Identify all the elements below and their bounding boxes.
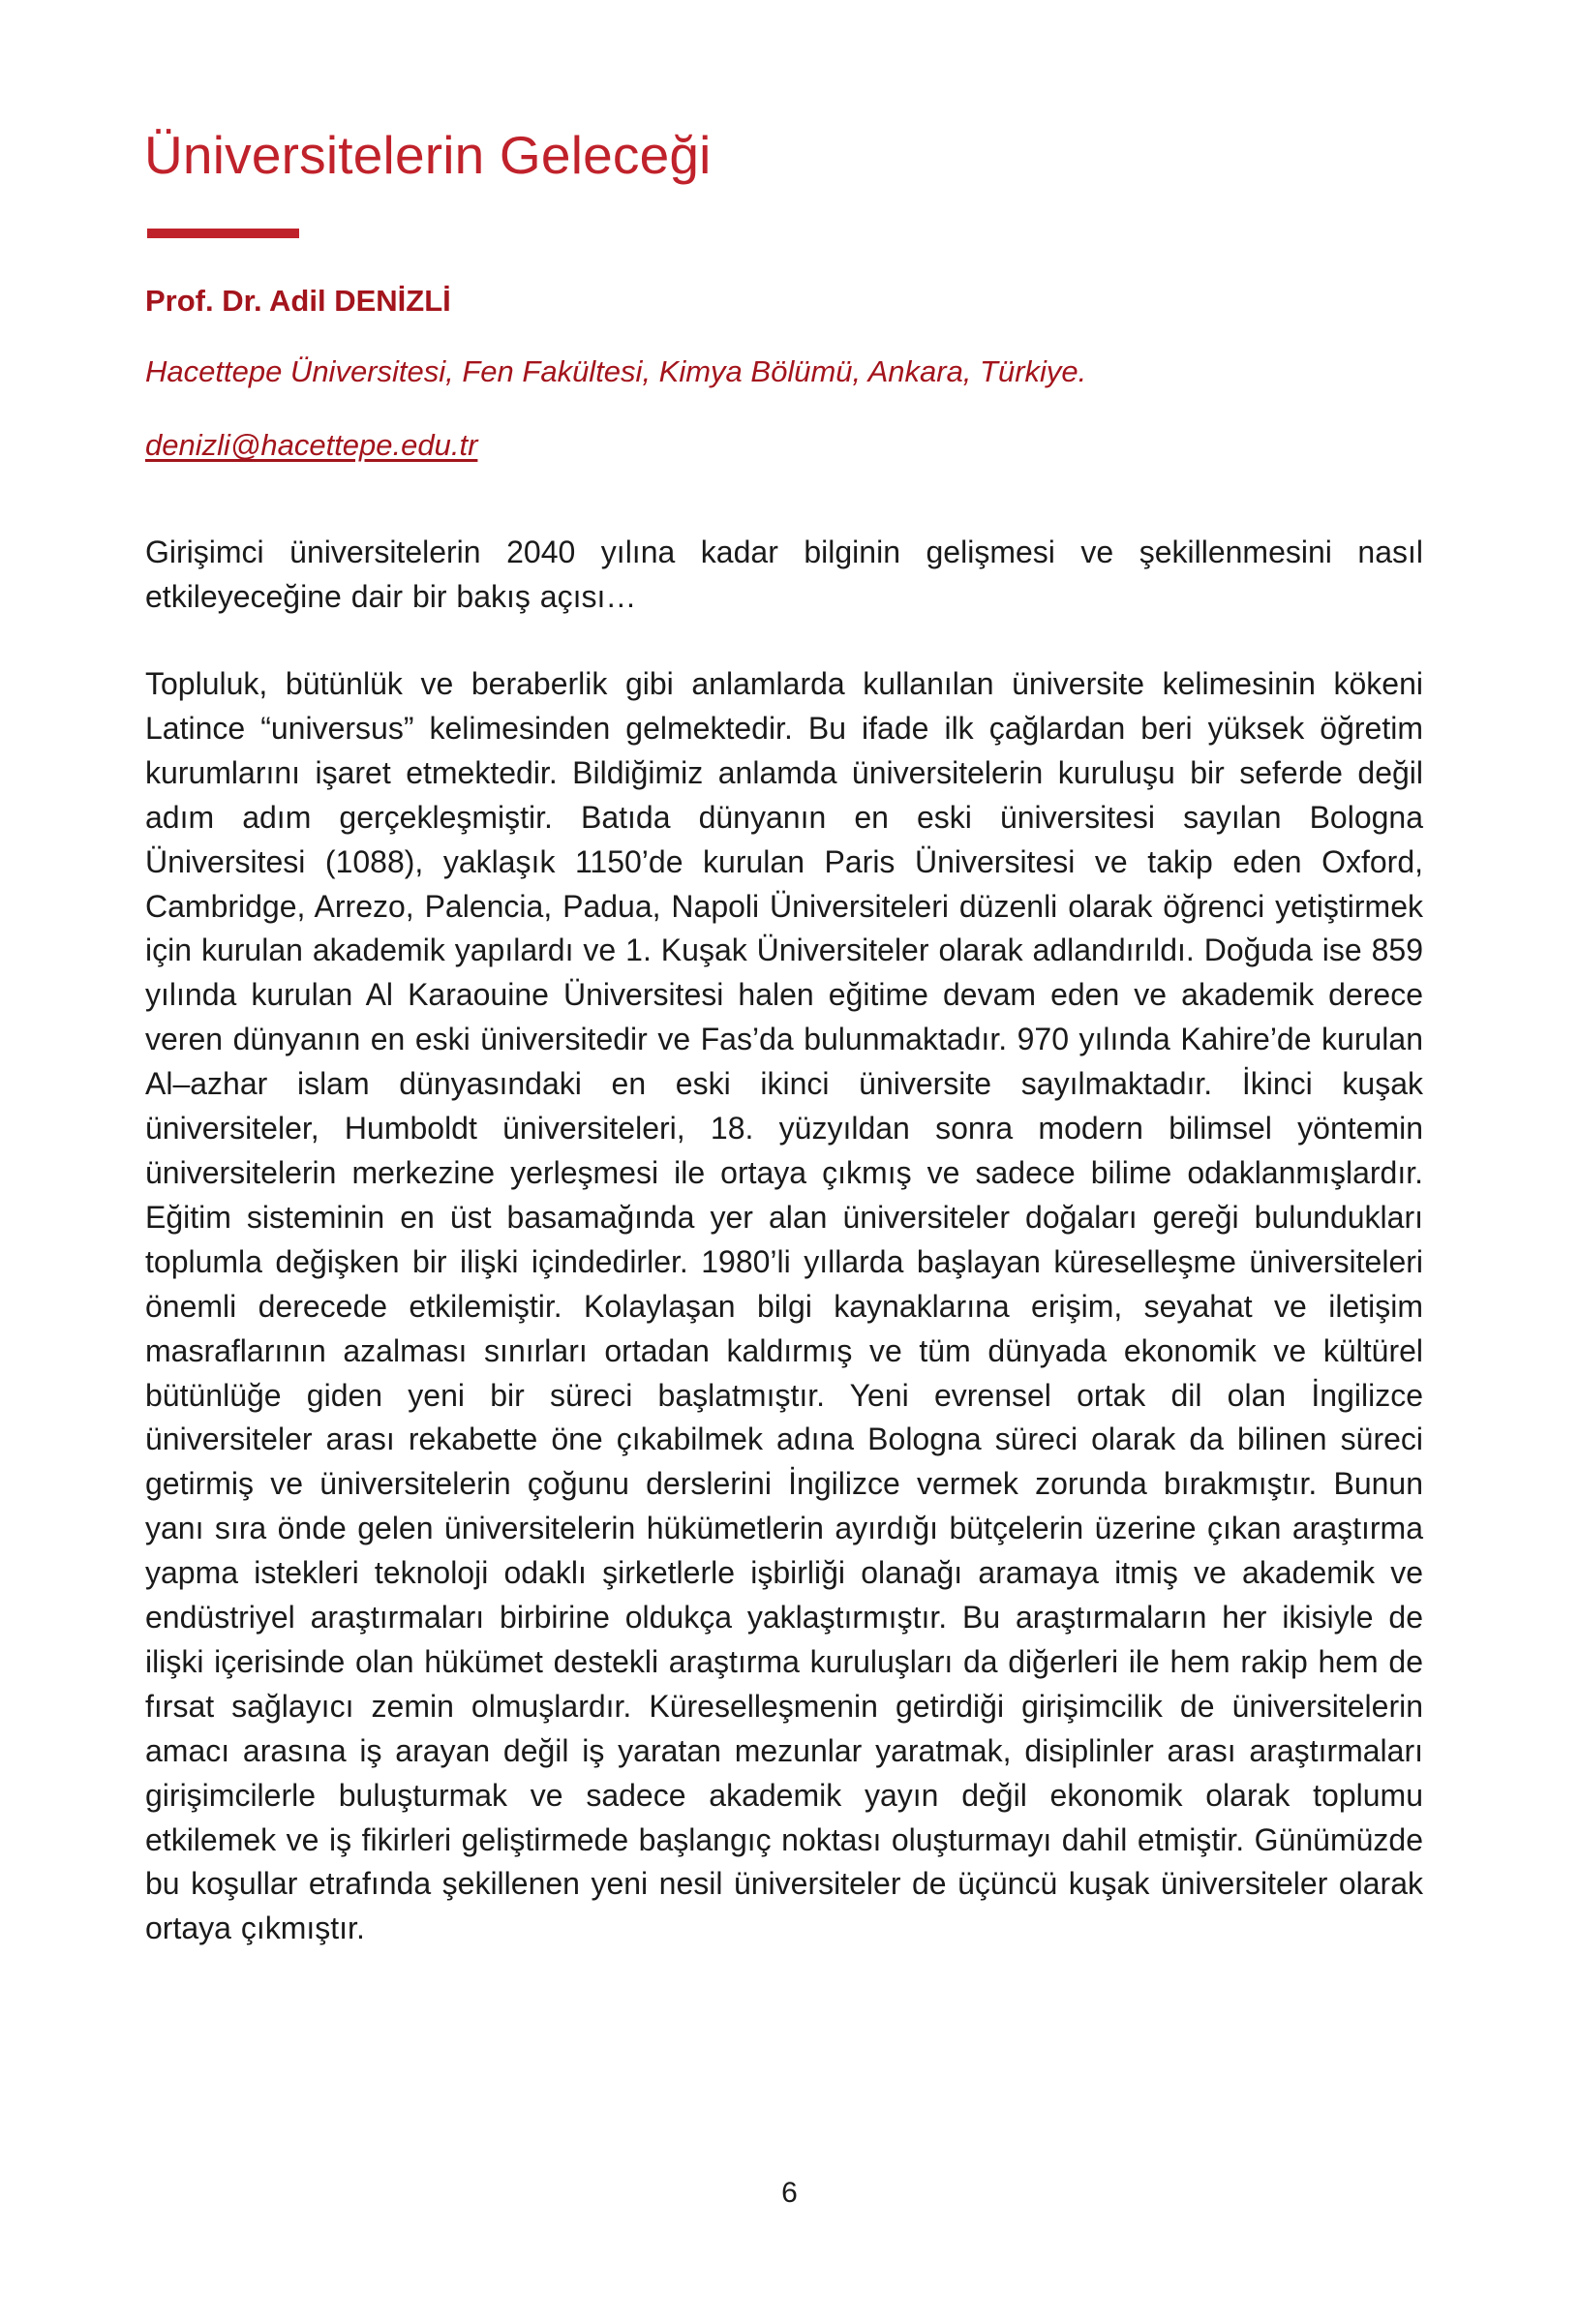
- intro-paragraph: Girişimci üniversitelerin 2040 yılına kadar bilginin gelişmesi ve şekillenmesini nasıl etkileyeceğine dair bir bakış açısı…: [145, 535, 1423, 614]
- article-title: Üniversitelerin Geleceği: [144, 125, 712, 185]
- page-number: 6: [781, 2177, 798, 2209]
- author-affiliation: Hacettepe Üniversitesi, Fen Fakültesi, Kimya Bölümü, Ankara, Türkiye.: [145, 354, 1087, 388]
- author-email-link[interactable]: denizli@hacettepe.edu.tr: [145, 428, 478, 462]
- body-paragraph: Topluluk, bütünlük ve beraberlik gibi anlamlarda kullanılan üniversite kelimesinin kökeni Latince “universus” kelimesinden gelmektedir. Bu ifade ilk çağlardan beri yüksek öğretim kurumlarını işaret etmektedir. Bildiğimiz anlamda üniversitelerin kuruluşu bir seferde değil adım adım gerçekleşmiştir. Batıda dünyanın en eski üniversitesi sayılan Bologna Üniversitesi (1088), yaklaşık 1150’de kurulan Paris Üniversitesi ve takip eden Oxford, Cambridge, Arrezo, Palencia, Padua, Napoli Üniversiteleri düzenli olarak öğrenci yetiştirmek için kurulan akademik yapılardı ve 1. Kuşak Üniversiteler olarak adlandırıldı. Doğuda ise 859 yılında kurulan Al Karaouine Üniversitesi halen eğitime devam eden ve akademik derece veren dünyanın en eski üniversitedir ve Fas’da bulunmaktadır. 970 yılında Kahire’de kurulan Al–azhar islam dünyasındaki en eski ikinci üniversite sayılmaktadır. İkinci kuşak üniversiteler, Humboldt üniversiteleri, 18. yüzyıldan sonra modern bilimsel yöntemin üniversitelerin merkezine yerleşmesi ile ortaya çıkmış ve sadece bilime odaklanmışlardır. Eğitim sisteminin en üst basamağında yer alan üniversiteler doğaları gereği bulundukları toplumla değişken bir ilişki içindedirler. 1980’li yıllarda başlayan küreselleşme üniversiteleri önemli derecede etkilemiştir. Kolaylaşan bilgi kaynaklarına erişim, seyahat ve iletişim masraflarının azalması sınırları ortadan kaldırmış ve tüm dünyada ekonomik ve kültürel bütünlüğe giden yeni bir süreci başlatmıştır. Yeni evrensel ortak dil olan İngilizce üniversiteler arası rekabette öne çıkabilmek adına Bologna süreci olarak da bilinen süreci getirmiş ve üniversitelerin çoğunu derslerini İngilizce vermek zorunda bırakmıştır. Bunun yanı sıra önde gelen üniversitelerin hükümetlerin ayırdığı bütçelerin üzerine çıkan araştırma yapma istekleri teknoloji odaklı şirketlerle işbirliği olanağı aramaya itmiş ve akademik ve endüstriyel araştırmaları birbirine oldukça yaklaştırmıştır. Bu araştırmaların her ikisiyle de ilişki içerisinde olan hükümet destekli araştırma kuruluşları da diğerleri ile hem rakip hem de fırsat sağlayıcı zemin olmuşlardır. Küreselleşmenin getirdiği girişimcilik de üniversitelerin amacı arasına iş arayan değil iş yaratan mezunlar yaratmak, disiplinler arası araştırmaları girişimcilerle buluşturmak ve sadece akademik yayın değil ekonomik olarak toplumu etkilemek ve iş fikirleri geliştirmede başlangıç noktası oluşturmayı dahil etmiştir. Günümüzde bu koşullar etrafında şekillenen yeni nesil üniversiteler de üçüncü kuşak üniversiteler olarak ortaya çıkmıştır.: [145, 666, 1423, 1946]
- title-underline-rule: [147, 229, 299, 238]
- author-name: Prof. Dr. Adil DENİZLİ: [145, 284, 451, 318]
